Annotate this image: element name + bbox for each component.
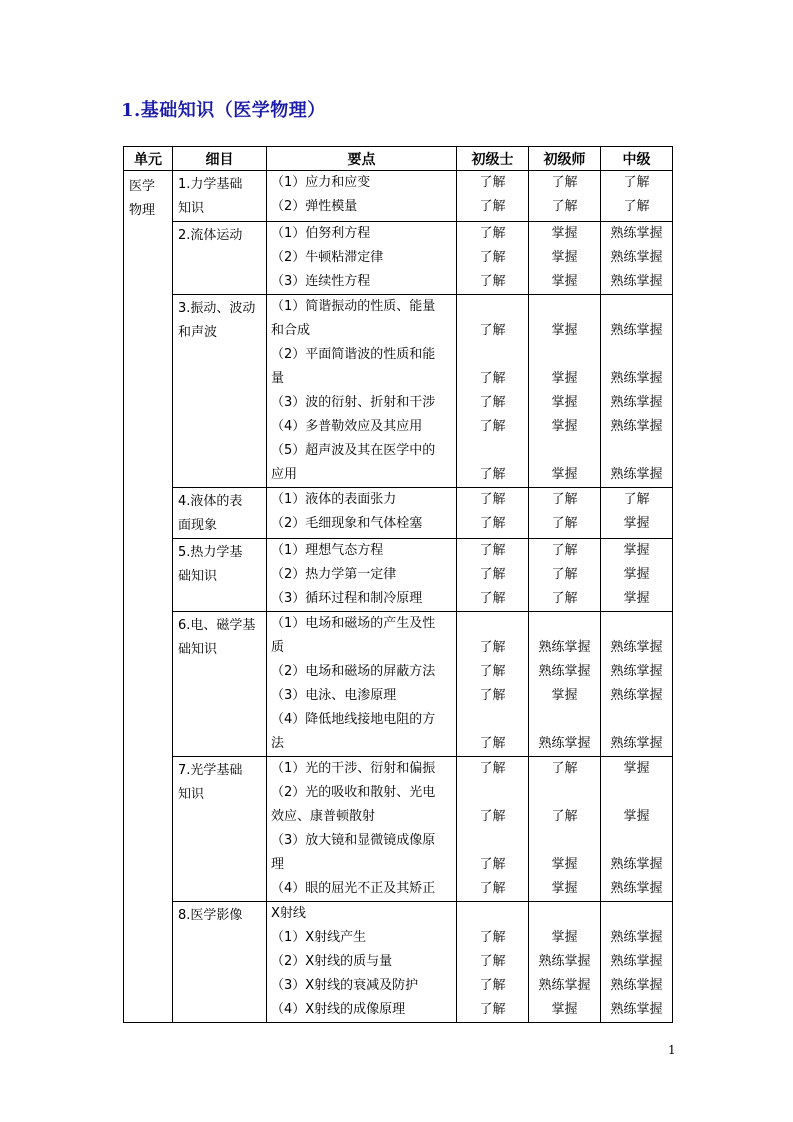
subitem-label-line: 6.电、磁学基: [178, 618, 256, 633]
key-point-cell: [267, 171, 457, 222]
key-point-line: （3）波的衍射、折射和干涉: [271, 395, 436, 410]
key-point-line: （2）平面简谐波的性质和能: [271, 347, 436, 362]
subitem-label-line: 知识: [178, 787, 205, 802]
level-junior-practitioner: [529, 343, 600, 367]
key-point-line: （1）理想气态方程: [271, 543, 384, 558]
header-unit: 单元: [124, 147, 173, 171]
page-title: 1.基础知识（医学物理）: [121, 100, 326, 121]
level-junior-technician: 了解: [479, 274, 506, 289]
level-junior-technician-cell: [457, 757, 529, 902]
level-intermediate-cell: [601, 757, 673, 902]
level-junior-practitioner: [529, 781, 600, 805]
key-point-line: （2）牛顿粘滞定律: [271, 250, 384, 265]
level-junior-practitioner: 了解: [551, 516, 578, 531]
subitem-label-line: 3.振动、波动: [178, 301, 256, 316]
subitem-cell: [173, 612, 267, 757]
level-junior-practitioner: 熟练掌握: [538, 664, 591, 679]
key-point-line: （2）热力学第一定律: [271, 567, 397, 582]
table-row: [124, 757, 673, 902]
level-junior-practitioner: 掌握: [551, 467, 578, 482]
level-junior-practitioner: 了解: [551, 492, 578, 507]
level-junior-practitioner: 掌握: [551, 371, 578, 386]
level-junior-practitioner-cell: [529, 295, 601, 488]
level-junior-technician: 了解: [479, 978, 506, 993]
level-junior-technician-cell: [457, 295, 529, 488]
level-intermediate: 熟练掌握: [610, 226, 663, 241]
level-junior-technician: 了解: [479, 881, 506, 896]
key-point-line: （4）眼的屈光不正及其矫正: [271, 881, 436, 896]
level-junior-practitioner: 熟练掌握: [538, 954, 591, 969]
key-point-line: （3）放大镜和显微镜成像原: [271, 833, 436, 848]
level-junior-practitioner-cell: [529, 539, 601, 612]
level-intermediate: 熟练掌握: [610, 250, 663, 265]
page-number: 1: [668, 1043, 676, 1057]
level-junior-technician: 了解: [479, 323, 506, 338]
level-junior-practitioner: 掌握: [551, 857, 578, 872]
level-junior-practitioner-cell: [529, 171, 601, 222]
level-intermediate: 熟练掌握: [610, 978, 663, 993]
level-intermediate: [601, 829, 672, 853]
level-intermediate: 熟练掌握: [610, 664, 663, 679]
level-junior-practitioner: 熟练掌握: [538, 640, 591, 655]
level-junior-technician: [457, 708, 528, 732]
key-point-line: （1）电场和磁场的产生及性: [271, 616, 436, 631]
level-intermediate: 掌握: [623, 516, 650, 531]
key-point-line: （3）连续性方程: [271, 274, 371, 289]
level-junior-practitioner: [529, 829, 600, 853]
level-intermediate: 掌握: [623, 761, 650, 776]
level-junior-technician: 了解: [479, 419, 506, 434]
level-junior-technician-cell: [457, 222, 529, 295]
table-row: [124, 488, 673, 539]
subitem-cell: [173, 539, 267, 612]
subitem-label-line: 面现象: [178, 518, 218, 533]
table-body: [124, 171, 673, 1023]
key-point-line: （1）伯努利方程: [271, 226, 371, 241]
level-junior-technician: 了解: [479, 543, 506, 558]
level-intermediate: 熟练掌握: [610, 930, 663, 945]
header-junior-practitioner: 初级师: [529, 147, 601, 171]
key-point-line: 理: [271, 857, 285, 872]
level-intermediate-cell: [601, 222, 673, 295]
level-intermediate: 了解: [623, 199, 650, 214]
key-point-cell: [267, 902, 457, 1023]
level-junior-technician: [457, 612, 528, 636]
level-intermediate: [601, 781, 672, 805]
key-point-line: （1）简谐振动的性质、能量: [271, 299, 436, 314]
level-intermediate: 熟练掌握: [610, 395, 663, 410]
header-intermediate: 中级: [601, 147, 673, 171]
key-point-line: （2）毛细现象和气体栓塞: [271, 516, 423, 531]
level-intermediate: [601, 902, 672, 926]
key-point-line: （1）液体的表面张力: [271, 492, 397, 507]
level-intermediate: 熟练掌握: [610, 371, 663, 386]
level-junior-technician: 了解: [479, 664, 506, 679]
level-junior-technician: [457, 343, 528, 367]
level-junior-technician-cell: [457, 488, 529, 539]
level-junior-technician-cell: [457, 612, 529, 757]
key-point-line: 和合成: [271, 323, 311, 338]
key-point-line: （1）应力和应变: [271, 175, 371, 190]
key-point-cell: [267, 539, 457, 612]
level-intermediate: 了解: [623, 175, 650, 190]
subitem-cell: [173, 295, 267, 488]
subitem-label-line: 4.液体的表: [178, 494, 243, 509]
level-junior-practitioner: 了解: [551, 761, 578, 776]
level-intermediate: 熟练掌握: [610, 857, 663, 872]
level-intermediate-cell: [601, 539, 673, 612]
key-point-cell: [267, 295, 457, 488]
table-row: [124, 295, 673, 488]
level-junior-technician: 了解: [479, 199, 506, 214]
table-row: [124, 222, 673, 295]
level-junior-technician: 了解: [479, 591, 506, 606]
level-junior-practitioner: 掌握: [551, 274, 578, 289]
level-intermediate: 熟练掌握: [610, 736, 663, 751]
level-junior-practitioner: 了解: [551, 809, 578, 824]
level-intermediate: [601, 343, 672, 367]
level-intermediate: 熟练掌握: [610, 1002, 663, 1017]
key-point-line: （3）X射线的衰减及防护: [271, 978, 419, 993]
header-key-points: 要点: [267, 147, 457, 171]
key-point-line: （3）电泳、电渗原理: [271, 688, 397, 703]
level-junior-practitioner: 了解: [551, 175, 578, 190]
level-junior-practitioner: 掌握: [551, 930, 578, 945]
key-point-cell: [267, 757, 457, 902]
level-junior-technician: 了解: [479, 857, 506, 872]
level-junior-practitioner: [529, 295, 600, 319]
level-junior-technician-cell: [457, 171, 529, 222]
level-intermediate: [601, 708, 672, 732]
level-intermediate-cell: [601, 295, 673, 488]
level-junior-technician: 了解: [479, 761, 506, 776]
subitem-cell: [173, 757, 267, 902]
level-junior-technician: 了解: [479, 954, 506, 969]
key-point-cell: [267, 222, 457, 295]
level-junior-practitioner: [529, 612, 600, 636]
level-junior-practitioner: 掌握: [551, 1002, 578, 1017]
level-intermediate: 掌握: [623, 809, 650, 824]
key-point-line: （2）光的吸收和散射、光电: [271, 785, 436, 800]
key-point-line: 效应、康普顿散射: [271, 809, 376, 824]
level-junior-technician: [457, 829, 528, 853]
level-intermediate: 熟练掌握: [610, 419, 663, 434]
level-junior-technician: [457, 781, 528, 805]
subitem-label-line: 8.医学影像: [178, 908, 243, 923]
level-intermediate: 掌握: [623, 567, 650, 582]
table-row: [124, 612, 673, 757]
level-junior-technician: 了解: [479, 640, 506, 655]
key-point-cell: [267, 488, 457, 539]
level-intermediate-cell: [601, 612, 673, 757]
key-point-line: 质: [271, 640, 285, 655]
key-point-line: （4）多普勒效应及其应用: [271, 419, 423, 434]
level-junior-practitioner-cell: [529, 757, 601, 902]
level-junior-practitioner: 熟练掌握: [538, 978, 591, 993]
level-intermediate: [601, 612, 672, 636]
level-intermediate: [601, 439, 672, 463]
subitem-cell: [173, 222, 267, 295]
subitem-label-line: 2.流体运动: [178, 228, 243, 243]
key-point-line: （4）降低地线接地电阻的方: [271, 712, 436, 727]
subitem-label-line: 1.力学基础: [178, 177, 243, 192]
level-junior-practitioner: 了解: [551, 591, 578, 606]
subitem-label-line: 础知识: [178, 569, 218, 584]
level-junior-technician: 了解: [479, 736, 506, 751]
key-point-line: 法: [271, 736, 285, 751]
key-point-line: （1）X射线产生: [271, 930, 367, 945]
level-junior-practitioner: 掌握: [551, 323, 578, 338]
level-junior-technician: 了解: [479, 467, 506, 482]
level-junior-practitioner-cell: [529, 488, 601, 539]
level-intermediate: 熟练掌握: [610, 881, 663, 896]
level-junior-practitioner: [529, 439, 600, 463]
level-junior-technician: 了解: [479, 930, 506, 945]
level-intermediate: 了解: [623, 492, 650, 507]
level-junior-practitioner: [529, 708, 600, 732]
key-point-line: 应用: [271, 467, 298, 482]
level-junior-practitioner: 掌握: [551, 881, 578, 896]
level-junior-technician: 了解: [479, 688, 506, 703]
level-junior-technician: 了解: [479, 567, 506, 582]
key-point-line: （2）X射线的质与量: [271, 954, 393, 969]
level-junior-practitioner: 了解: [551, 543, 578, 558]
key-point-line: X射线: [271, 906, 306, 921]
level-junior-technician: 了解: [479, 395, 506, 410]
key-point-line: 量: [271, 371, 285, 386]
level-junior-technician-cell: [457, 539, 529, 612]
level-junior-practitioner: [529, 902, 600, 926]
level-intermediate: 掌握: [623, 543, 650, 558]
subitem-cell: [173, 171, 267, 222]
level-junior-practitioner: 掌握: [551, 226, 578, 241]
level-junior-practitioner-cell: [529, 612, 601, 757]
level-junior-technician: 了解: [479, 250, 506, 265]
level-junior-practitioner: 掌握: [551, 688, 578, 703]
level-junior-technician: 了解: [479, 1002, 506, 1017]
subitem-cell: [173, 488, 267, 539]
level-intermediate: 熟练掌握: [610, 688, 663, 703]
level-junior-practitioner: 掌握: [551, 395, 578, 410]
level-intermediate: 熟练掌握: [610, 640, 663, 655]
level-junior-practitioner-cell: [529, 902, 601, 1023]
key-point-line: （4）X射线的成像原理: [271, 1002, 406, 1017]
unit-label-line: 医学: [129, 179, 156, 194]
level-junior-practitioner: 掌握: [551, 250, 578, 265]
subitem-cell: [173, 902, 267, 1023]
level-intermediate: 熟练掌握: [610, 323, 663, 338]
key-point-line: （3）循环过程和制冷原理: [271, 591, 423, 606]
level-junior-technician: 了解: [479, 371, 506, 386]
level-junior-practitioner: 了解: [551, 567, 578, 582]
level-junior-practitioner: 掌握: [551, 419, 578, 434]
level-junior-technician-cell: [457, 902, 529, 1023]
key-point-line: （5）超声波及其在医学中的: [271, 443, 436, 458]
level-intermediate: 熟练掌握: [610, 274, 663, 289]
level-junior-technician: 了解: [479, 175, 506, 190]
key-point-line: （1）光的干涉、衍射和偏振: [271, 761, 436, 776]
table-row: [124, 902, 673, 1023]
level-intermediate-cell: [601, 171, 673, 222]
level-junior-technician: 了解: [479, 809, 506, 824]
level-intermediate: 熟练掌握: [610, 954, 663, 969]
unit-cell: [124, 171, 173, 1023]
level-junior-technician: 了解: [479, 492, 506, 507]
header-subitem: 细目: [173, 147, 267, 171]
level-intermediate: 熟练掌握: [610, 467, 663, 482]
level-junior-practitioner: 了解: [551, 199, 578, 214]
subitem-label-line: 和声波: [178, 325, 218, 340]
unit-label-line: 物理: [129, 203, 156, 218]
level-junior-technician: [457, 439, 528, 463]
key-point-line: （2）弹性模量: [271, 199, 358, 214]
syllabus-table: [123, 146, 673, 1023]
level-junior-technician: 了解: [479, 226, 506, 241]
level-intermediate: 掌握: [623, 591, 650, 606]
subitem-label-line: 7.光学基础: [178, 763, 243, 778]
level-intermediate: [601, 295, 672, 319]
key-point-line: （2）电场和磁场的屏蔽方法: [271, 664, 436, 679]
level-intermediate-cell: [601, 902, 673, 1023]
table-row: [124, 171, 673, 222]
subitem-label-line: 础知识: [178, 642, 218, 657]
header-junior-technician: 初级士: [457, 147, 529, 171]
subitem-label-line: 5.热力学基: [178, 545, 243, 560]
subitem-label-line: 知识: [178, 201, 205, 216]
level-junior-technician: [457, 902, 528, 926]
level-junior-practitioner: 熟练掌握: [538, 736, 591, 751]
level-junior-technician: 了解: [479, 516, 506, 531]
table-row: [124, 539, 673, 612]
key-point-cell: [267, 612, 457, 757]
level-intermediate-cell: [601, 488, 673, 539]
level-junior-technician: [457, 295, 528, 319]
level-junior-practitioner-cell: [529, 222, 601, 295]
table-header-row: [124, 147, 673, 171]
